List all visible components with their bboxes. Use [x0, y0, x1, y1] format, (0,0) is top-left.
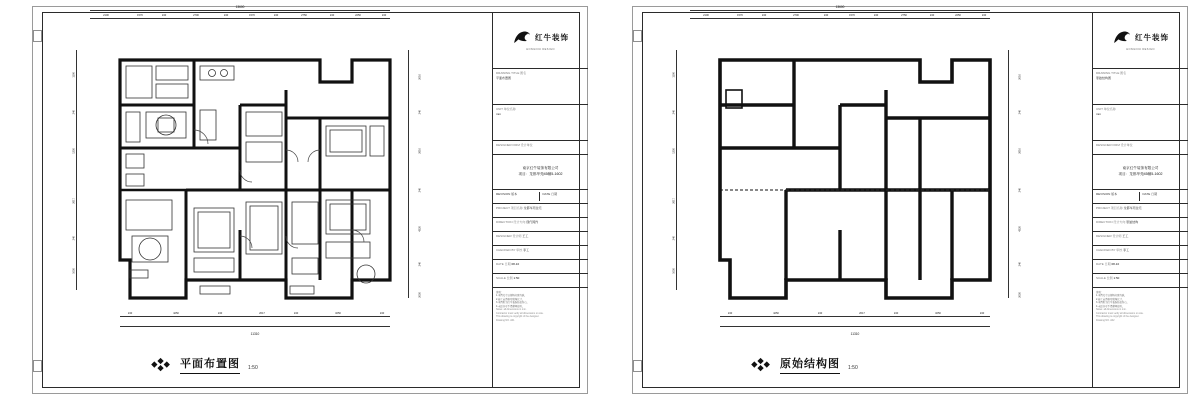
tb-note-en-1: Contractor must verify all dimensions on site.: [496, 311, 544, 315]
caption-scale: 1:50: [248, 365, 258, 371]
dim-bottom-total-label: 11310: [250, 332, 260, 336]
title-block-2: [1092, 12, 1188, 388]
dim-right-seg-3: 2610: [418, 148, 422, 154]
tb-row-checked-value: 李工: [523, 248, 530, 252]
dim-bottom-total-line: [120, 326, 390, 327]
tb-note-en-0: Notes: all dimensions in mm.: [496, 308, 527, 312]
tb2-row-direction-value: 原始结构: [1126, 220, 1139, 224]
dim2-top-seg-9: 240: [929, 14, 935, 17]
dim-top-chain-line: [90, 18, 390, 19]
dim2-right-seg-4: 240: [1018, 188, 1022, 193]
tb2-unit-value: mm: [1096, 111, 1101, 116]
dim-left-seg-4: 2617: [72, 198, 76, 204]
caption-label: 平面布置图: [180, 355, 240, 374]
tb-note-cn-0: 说明：: [496, 291, 504, 294]
dim2-right-seg-1: 2010: [1018, 74, 1022, 80]
brand-name-en: HONGNIU DESIGN: [526, 47, 555, 51]
brand-logo-2: [1093, 12, 1188, 69]
dim-bottom-seg-2: 4250: [173, 312, 179, 315]
tb2-note-cn-2: 2.施工前请核对现场尺寸。: [1096, 297, 1125, 301]
tb2-notes: [1093, 288, 1188, 325]
dim-bottom-seg-4: 2617: [259, 312, 265, 315]
dim-top-seg-11: 240: [381, 14, 387, 17]
dim2-top-seg-6: 1570: [849, 14, 855, 17]
dim2-bottom-seg-2: 4250: [773, 312, 779, 315]
dim-left-seg-2: 240: [72, 110, 76, 115]
tb2-row-project-key: PROJECT 项目名称: [1096, 206, 1123, 210]
dim-top-seg-3: 240: [161, 14, 167, 17]
caption-label-2: 原始结构图: [780, 355, 840, 374]
caption-scale-2: 1:50: [848, 365, 858, 371]
tb-note-cn-3: 3.本图纸为红牛装饰版权所有。: [496, 301, 530, 305]
dim-top-seg-1: 2100: [103, 14, 109, 17]
punch-mark-top-2: [633, 30, 642, 42]
tb2-drawing-title-key: DRAWING TITLE 图名: [1096, 71, 1127, 75]
dim-top-total-line-2: [690, 10, 990, 11]
tb2-row-designer-key: DESIGNER 设计师: [1096, 234, 1122, 238]
tb-unit-key: UNIT 单位名称: [496, 107, 516, 111]
tb-designer-firm-key: [493, 141, 588, 155]
brand-name-cn: 红牛装饰: [535, 33, 569, 42]
dim2-bottom-seg-1: 240: [727, 312, 733, 315]
dim2-bottom-seg-4: 2617: [859, 312, 865, 315]
tb-note-en-3: Drawing NO. A01: [496, 318, 515, 322]
tb2-drawing-title: [1093, 69, 1188, 105]
dim-bottom-chain-line: [120, 316, 390, 317]
dim-left-seg-3: 1250: [72, 148, 76, 154]
tb-row-date: [493, 260, 588, 274]
dim-right-line: [408, 50, 409, 298]
brand-logo: [493, 12, 588, 69]
tb2-note-cn-1: 1.本图尺寸以现场实测为准。: [1096, 294, 1127, 298]
tb2-designer-key-text: DESIGNER FIRM 设计单位: [1096, 143, 1133, 147]
diamond-grid-icon: [150, 357, 172, 373]
dim-right-line-2: [1008, 50, 1009, 298]
dim-right-seg-4: 240: [418, 188, 422, 193]
tb2-project-cn: 项目：龙都华苑45幢5-1602: [1118, 172, 1163, 176]
tb-notes: [493, 288, 588, 325]
tb2-drawing-title-value: 原始结构图: [1096, 75, 1112, 80]
dim2-left-seg-1: 1100: [672, 72, 676, 78]
tb-row-scale: [493, 274, 588, 288]
dim2-top-seg-4: 2700: [793, 14, 799, 17]
tb2-note-en-0: Notes: all dimensions in mm.: [1096, 308, 1127, 312]
dim2-top-seg-11: 240: [981, 14, 987, 17]
dim-bottom-total-line-2: [720, 326, 990, 327]
tb2-row-date-key: DATE 日期: [1096, 262, 1111, 266]
tb2-company-cn: 南京红牛装饰有限公司: [1122, 166, 1159, 171]
dim2-bottom-seg-5: 240: [893, 312, 899, 315]
dim-right-seg-5: 4320: [418, 226, 422, 232]
tb2-note-cn-0: 说明：: [1096, 291, 1104, 294]
dim-bottom-seg-1: 240: [127, 312, 133, 315]
tb-project-cn: 项目：龙都华苑45幢5-1602: [518, 172, 563, 176]
dim2-top-seg-10: 2250: [955, 14, 961, 17]
tb2-revision: REVISION 版本: [1096, 192, 1118, 196]
tb2-row-designer-value: 王工: [1122, 234, 1129, 238]
dim-bottom-seg-6: 3250: [335, 312, 341, 315]
floor-plan-furnished: [72, 5, 440, 336]
dim2-right-seg-2: 240: [1018, 110, 1022, 115]
dim-top-seg-5: 240: [223, 14, 229, 17]
title-block: [492, 12, 588, 388]
punch-mark-bottom-2: [633, 360, 642, 372]
tb2-row-direction-key: DIRECTION 设计方向: [1096, 220, 1126, 224]
diamond-grid-icon-2: [750, 357, 772, 373]
tb-row-scale-value: 1:50: [513, 276, 520, 280]
tb2-note-en-3: Drawing NO. A02: [1096, 318, 1115, 322]
tb2-row-checked-key: CHECKED BY 审核: [1096, 248, 1123, 252]
dim-bottom-chain-line-2: [720, 316, 990, 317]
tb2-row-checked-value: 李工: [1123, 248, 1130, 252]
dim-right-seg-7: 2050: [418, 292, 422, 298]
tb-row-designer: [493, 232, 588, 246]
dim-top-seg-10: 2250: [355, 14, 361, 17]
dim2-left-seg-5: 240: [672, 236, 676, 241]
dim-top-seg-7: 240: [273, 14, 279, 17]
dim-left-line: [76, 50, 77, 290]
dim2-right-seg-3: 2610: [1018, 148, 1022, 154]
dim-right-seg-2: 240: [418, 110, 422, 115]
bull-logo-icon: [512, 30, 532, 46]
tb-row-date-value: 08-10: [511, 262, 520, 266]
dim2-right-seg-5: 4320: [1018, 226, 1022, 232]
dim2-right-seg-7: 2050: [1018, 292, 1022, 298]
dim-right-seg-1: 2010: [418, 74, 422, 80]
dim-right-seg-6: 240: [418, 262, 422, 267]
dim2-top-seg-3: 240: [761, 14, 767, 17]
dim-left-seg-5: 240: [72, 236, 76, 241]
tb-company-cn: 南京红牛装饰有限公司: [522, 166, 559, 171]
dim2-bottom-seg-6: 3250: [935, 312, 941, 315]
tb2-row-scale: [1093, 274, 1188, 288]
dim-bottom-total-label-2: 11310: [850, 332, 860, 336]
dim2-top-seg-8: 2750: [901, 14, 907, 17]
dim2-left-seg-6: 1050: [672, 268, 676, 274]
tb-row-project-key: PROJECT 项目名称: [496, 206, 523, 210]
punch-mark-top: [33, 30, 42, 42]
dim-top-chain-line-2: [690, 18, 990, 19]
tb-drawing-title: [493, 69, 588, 105]
dim2-top-seg-5: 240: [823, 14, 829, 17]
tb-note-en-2: This drawing is copyright of the designer.: [496, 315, 540, 319]
tb-note-cn-4: 4.未经许可不得翻印使用。: [496, 304, 525, 308]
plan-geometry: [90, 30, 440, 330]
tb2-note-cn-3: 3.本图纸为红牛装饰版权所有。: [1096, 301, 1130, 305]
tb-unit: [493, 105, 588, 141]
tb2-note-en-2: This drawing is copyright of the designer.: [1096, 315, 1140, 319]
tb-revision-date: [493, 190, 588, 204]
tb-row-scale-key: SCALE 比例: [496, 276, 513, 280]
dim-bottom-seg-7: 240: [379, 312, 385, 315]
tb2-date: DATE 日期: [1139, 192, 1186, 201]
drawing-caption: [150, 355, 258, 374]
tb-company: [493, 155, 588, 190]
drawing-caption-2: [750, 355, 858, 374]
tb-row-project: [493, 204, 588, 218]
tb-note-cn-1: 1.本图尺寸以现场实测为准。: [496, 294, 527, 298]
dim-left-seg-1: 1100: [72, 72, 76, 78]
tb2-row-scale-key: SCALE 比例: [1096, 276, 1113, 280]
tb2-unit-key: UNIT 单位名称: [1096, 107, 1116, 111]
tb-row-designer-value: 王工: [522, 234, 529, 238]
tb2-revision-date: [1093, 190, 1188, 204]
tb-row-direction: [493, 218, 588, 232]
dim-left-seg-6: 1050: [72, 268, 76, 274]
dim2-top-seg-2: 1570: [737, 14, 743, 17]
dim2-left-seg-4: 2617: [672, 198, 676, 204]
tb2-row-project: [1093, 204, 1188, 218]
tb-drawing-title-value: 平面布置图: [496, 75, 512, 80]
tb2-row-project-value: 龙都华苑住宅: [1123, 206, 1142, 210]
tb-unit-value: mm: [496, 111, 501, 116]
tb2-row-date: [1093, 260, 1188, 274]
tb2-note-cn-4: 4.未经许可不得翻印使用。: [1096, 304, 1125, 308]
dim2-right-seg-6: 240: [1018, 262, 1022, 267]
dim2-left-seg-3: 1250: [672, 148, 676, 154]
brand-name-cn-2: 红牛装饰: [1135, 33, 1169, 42]
tb2-designer-firm-key: [1093, 141, 1188, 155]
dim-top-total-line: [90, 10, 390, 11]
dim2-bottom-seg-7: 240: [979, 312, 985, 315]
tb-revision: REVISION 版本: [496, 192, 518, 196]
tb-row-project-value: 龙都华苑住宅: [523, 206, 542, 210]
tb2-unit: [1093, 105, 1188, 141]
dim-top-total-label: 13600: [235, 5, 245, 9]
tb2-row-date-value: 08-10: [1111, 262, 1120, 266]
tb2-row-scale-value: 1:50: [1113, 276, 1120, 280]
plan-geometry-2: [690, 30, 1040, 330]
tb2-row-direction: [1093, 218, 1188, 232]
tb-row-direction-key: DIRECTION 设计方向: [496, 220, 526, 224]
tb-note-cn-2: 2.施工前请核对现场尺寸。: [496, 297, 525, 301]
bull-logo-icon-2: [1112, 30, 1132, 46]
dim2-top-seg-1: 2100: [703, 14, 709, 17]
tb-row-direction-value: 现代简约: [526, 220, 539, 224]
dim-left-line-2: [676, 50, 677, 290]
floor-plan-original-structure: [672, 5, 1040, 336]
dim-bottom-seg-5: 240: [293, 312, 299, 315]
dim-top-seg-9: 240: [329, 14, 335, 17]
tb2-row-designer: [1093, 232, 1188, 246]
brand-name-en-2: HONGNIU DESIGN: [1126, 47, 1155, 51]
tb-date: DATE 日期: [539, 192, 586, 201]
dim-top-seg-8: 2750: [301, 14, 307, 17]
dim-top-total-label-2: 13600: [835, 5, 845, 9]
dim-top-seg-6: 1570: [249, 14, 255, 17]
dim-top-seg-4: 2700: [193, 14, 199, 17]
tb2-company: [1093, 155, 1188, 190]
dim2-bottom-seg-3: 240: [817, 312, 823, 315]
punch-mark-bottom: [33, 360, 42, 372]
dim2-left-seg-2: 240: [672, 110, 676, 115]
tb-row-checked: [493, 246, 588, 260]
dim-bottom-seg-3: 240: [217, 312, 223, 315]
dim2-top-seg-7: 240: [873, 14, 879, 17]
tb-row-designer-key: DESIGNER 设计师: [496, 234, 522, 238]
dim-top-seg-2: 1570: [137, 14, 143, 17]
tb2-note-en-1: Contractor must verify all dimensions on site.: [1096, 311, 1144, 315]
tb-drawing-title-key: DRAWING TITLE 图名: [496, 71, 527, 75]
tb-designer-key-text: DESIGNER FIRM 设计单位: [496, 143, 533, 147]
tb-row-checked-key: CHECKED BY 审核: [496, 248, 523, 252]
tb-row-date-key: DATE 日期: [496, 262, 511, 266]
tb2-row-checked: [1093, 246, 1188, 260]
sheet-right: [600, 0, 1200, 400]
